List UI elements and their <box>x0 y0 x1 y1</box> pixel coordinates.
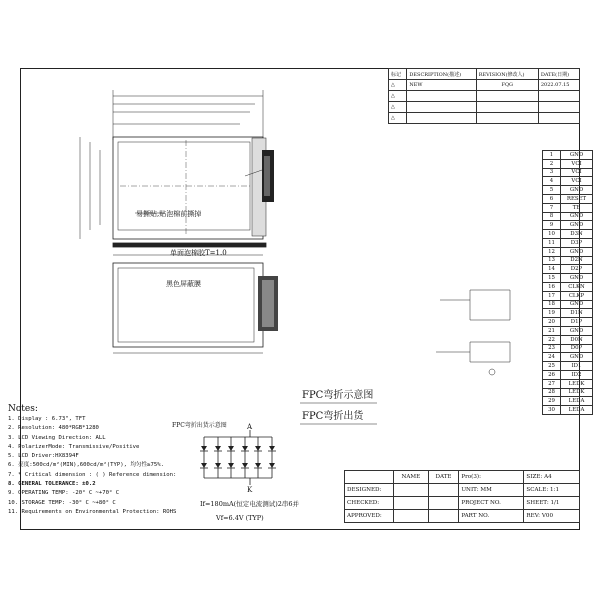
pin-number: 16 <box>543 282 561 291</box>
pin-number: 30 <box>543 406 561 415</box>
tb-approved: APPROVED: <box>345 510 394 523</box>
pin-number: 1 <box>543 151 561 160</box>
pin-signal: GND <box>561 326 593 335</box>
pin-signal: D0P <box>561 344 593 353</box>
tb-unit-label: UNIT: <box>461 487 479 493</box>
pin-number: 10 <box>543 230 561 239</box>
pin-row <box>543 353 593 362</box>
pin-number: 11 <box>543 238 561 247</box>
pin-number: 27 <box>543 379 561 388</box>
pin-row <box>543 282 593 291</box>
pin-signal: LEDA <box>561 406 593 415</box>
tb-scale: 1:1 <box>550 487 560 493</box>
pin-row <box>543 230 593 239</box>
pin-number: 25 <box>543 362 561 371</box>
notes-title: Notes: <box>8 404 38 414</box>
pin-row <box>543 221 593 230</box>
pin-signal: GND <box>561 151 593 160</box>
pin-signal: GND <box>561 300 593 309</box>
pin-row <box>543 291 593 300</box>
rev-mark-icon: △ <box>389 80 407 91</box>
note-item: 10. STORAGE TEMP: -30° C ~+80° C <box>8 499 116 506</box>
pin-number: 19 <box>543 309 561 318</box>
pin-number: 28 <box>543 388 561 397</box>
rev-header-desc: DESCRIPTION(描述) <box>407 69 476 80</box>
rev-desc: NEW <box>407 80 476 91</box>
pin-signal: RESET <box>561 194 593 203</box>
pin-signal: D2N <box>561 256 593 265</box>
pin-row <box>543 247 593 256</box>
notes-block <box>8 403 176 517</box>
pin-row <box>543 151 593 160</box>
tb-part: PART NO. <box>459 510 524 523</box>
rev-mark-icon: △ <box>389 91 407 102</box>
gasket-label: 单面泡棉胶T=1.0 <box>170 249 227 257</box>
pin-signal: ID2 <box>561 370 593 379</box>
tb-project: PROJECT NO. <box>459 497 524 510</box>
pin-number: 6 <box>543 194 561 203</box>
pin-signal: TE <box>561 203 593 212</box>
pin-signal: LEDK <box>561 379 593 388</box>
note-item: 11. Requirements on Environmental Protection: ROHS <box>8 508 177 515</box>
tb-rev: V00 <box>541 513 554 519</box>
black-shield-label: 黑色屏蔽膜 <box>166 280 201 288</box>
pin-row <box>543 256 593 265</box>
rev-header-mark: 标记 <box>389 69 407 80</box>
pin-signal: CLKP <box>561 291 593 300</box>
pin-signal: D2P <box>561 265 593 274</box>
pin-row <box>543 265 593 274</box>
note-item: 8. GENERAL TOLERANCE: ±0.2 <box>8 481 96 488</box>
pin-signal: LEDA <box>561 397 593 406</box>
pin-row <box>543 203 593 212</box>
pin-signal: LEDK <box>561 388 593 397</box>
note-item: 1. Display : 6.73", TFT <box>8 416 86 422</box>
tb-sheet: 1/1 <box>550 500 560 506</box>
pin-signal: D1P <box>561 318 593 327</box>
pin-row <box>543 300 593 309</box>
note-item: 9. OPERATING TEMP: -20° C ~+70° C <box>8 490 120 497</box>
pin-signal: CLKN <box>561 282 593 291</box>
pin-number: 29 <box>543 397 561 406</box>
pin-row <box>543 388 593 397</box>
pin-signal: GND <box>561 186 593 195</box>
voltage-spec: Vf=6.4V (TYP) <box>216 514 264 522</box>
pin-number: 23 <box>543 344 561 353</box>
pin-number: 26 <box>543 370 561 379</box>
pin-row <box>543 406 593 415</box>
tb-size-label: SIZE: <box>526 474 543 480</box>
tb-size: A4 <box>544 474 552 480</box>
pin-row <box>543 238 593 247</box>
pin-row <box>543 168 593 177</box>
pin-number: 2 <box>543 159 561 168</box>
pin-number: 18 <box>543 300 561 309</box>
tb-pro: Pro(3): <box>459 471 524 484</box>
pin-row <box>543 159 593 168</box>
pin-signal: GND <box>561 274 593 283</box>
pin-signal: GND <box>561 212 593 221</box>
pin-row <box>543 370 593 379</box>
pin-number: 12 <box>543 247 561 256</box>
rev-date: 2022.07.15 <box>538 80 579 91</box>
pin-number: 21 <box>543 326 561 335</box>
tb-unit: MM <box>480 487 492 493</box>
note-item: 2. Resolution: 480*RGB*1280 <box>8 425 99 432</box>
rev-header-by: REVISION(修改人) <box>476 69 538 80</box>
tb-checked: CHECKED: <box>345 497 394 510</box>
pin-number: 22 <box>543 335 561 344</box>
tb-name-header: NAME <box>394 471 429 484</box>
pin-row <box>543 335 593 344</box>
pin-signal: GND <box>561 353 593 362</box>
pin-row <box>543 326 593 335</box>
pin-number: 4 <box>543 177 561 186</box>
rev-header-date: DATE(日期) <box>538 69 579 80</box>
pin-number: 24 <box>543 353 561 362</box>
pin-row <box>543 274 593 283</box>
tb-scale-label: SCALE: <box>526 487 549 493</box>
pin-number: 15 <box>543 274 561 283</box>
pin-signal: D1N <box>561 309 593 318</box>
note-item: 7. * Critical dimension : ( ) Reference dimension: <box>8 471 177 478</box>
anode-label: A <box>247 423 253 431</box>
tb-rev-label: REV: <box>526 513 541 519</box>
note-item: 4. PolarizerMode: Transmissive/Positive <box>8 443 140 450</box>
pin-row <box>543 309 593 318</box>
cathode-label: K <box>247 486 253 494</box>
pin-row <box>543 318 593 327</box>
pin-row <box>543 177 593 186</box>
pin-signal: VCI <box>561 159 593 168</box>
title-block <box>344 470 580 523</box>
pin-number: 14 <box>543 265 561 274</box>
pin-signal: D3P <box>561 238 593 247</box>
pin-number: 8 <box>543 212 561 221</box>
pin-row <box>543 362 593 371</box>
pin-number: 17 <box>543 291 561 300</box>
pin-signal: VCI <box>561 168 593 177</box>
rev-by: FQG <box>476 80 538 91</box>
note-item: 3. LCD Viewing Direction: ALL <box>8 434 106 441</box>
pin-number: 9 <box>543 221 561 230</box>
pin-signal: ID1 <box>561 362 593 371</box>
fpc-view-label: FPC弯折示意图 <box>302 390 374 401</box>
pin-number: 13 <box>543 256 561 265</box>
rev-mark-icon: △ <box>389 113 407 124</box>
fpc-out-label: FPC弯折出货 <box>302 411 364 422</box>
pin-signal: VCI <box>561 177 593 186</box>
tb-designed: DESIGNED: <box>345 484 394 497</box>
tb-date-header: DATE <box>428 471 459 484</box>
note-item: 5. LCD Driver:HX8394F <box>8 453 79 460</box>
pin-row <box>543 379 593 388</box>
pin-signal: D3N <box>561 230 593 239</box>
pin-row <box>543 344 593 353</box>
rev-mark-icon: △ <box>389 102 407 113</box>
pin-number: 20 <box>543 318 561 327</box>
pin-row <box>543 397 593 406</box>
current-spec: If=180mA(恒定电流测试)2串6并 <box>200 500 300 508</box>
fpc-out-diagram-label: FPC弯折出货示意图 <box>172 422 227 429</box>
pin-signal: GND <box>561 221 593 230</box>
pin-number: 7 <box>543 203 561 212</box>
pin-table <box>542 150 593 415</box>
pin-signal: D0N <box>561 335 593 344</box>
pin-number: 3 <box>543 168 561 177</box>
pin-signal: GND <box>561 247 593 256</box>
peel-tape-label: 易撕贴,贴泡棉前撕掉 <box>136 210 202 218</box>
pin-row <box>543 194 593 203</box>
pin-number: 5 <box>543 186 561 195</box>
tb-sheet-label: SHEET: <box>526 500 549 506</box>
pin-row <box>543 212 593 221</box>
note-item: 6. 亮度:500cd/m²(MIN),600cd/m²(TYP), 均匀性≥75%. <box>8 462 164 469</box>
pin-row <box>543 186 593 195</box>
